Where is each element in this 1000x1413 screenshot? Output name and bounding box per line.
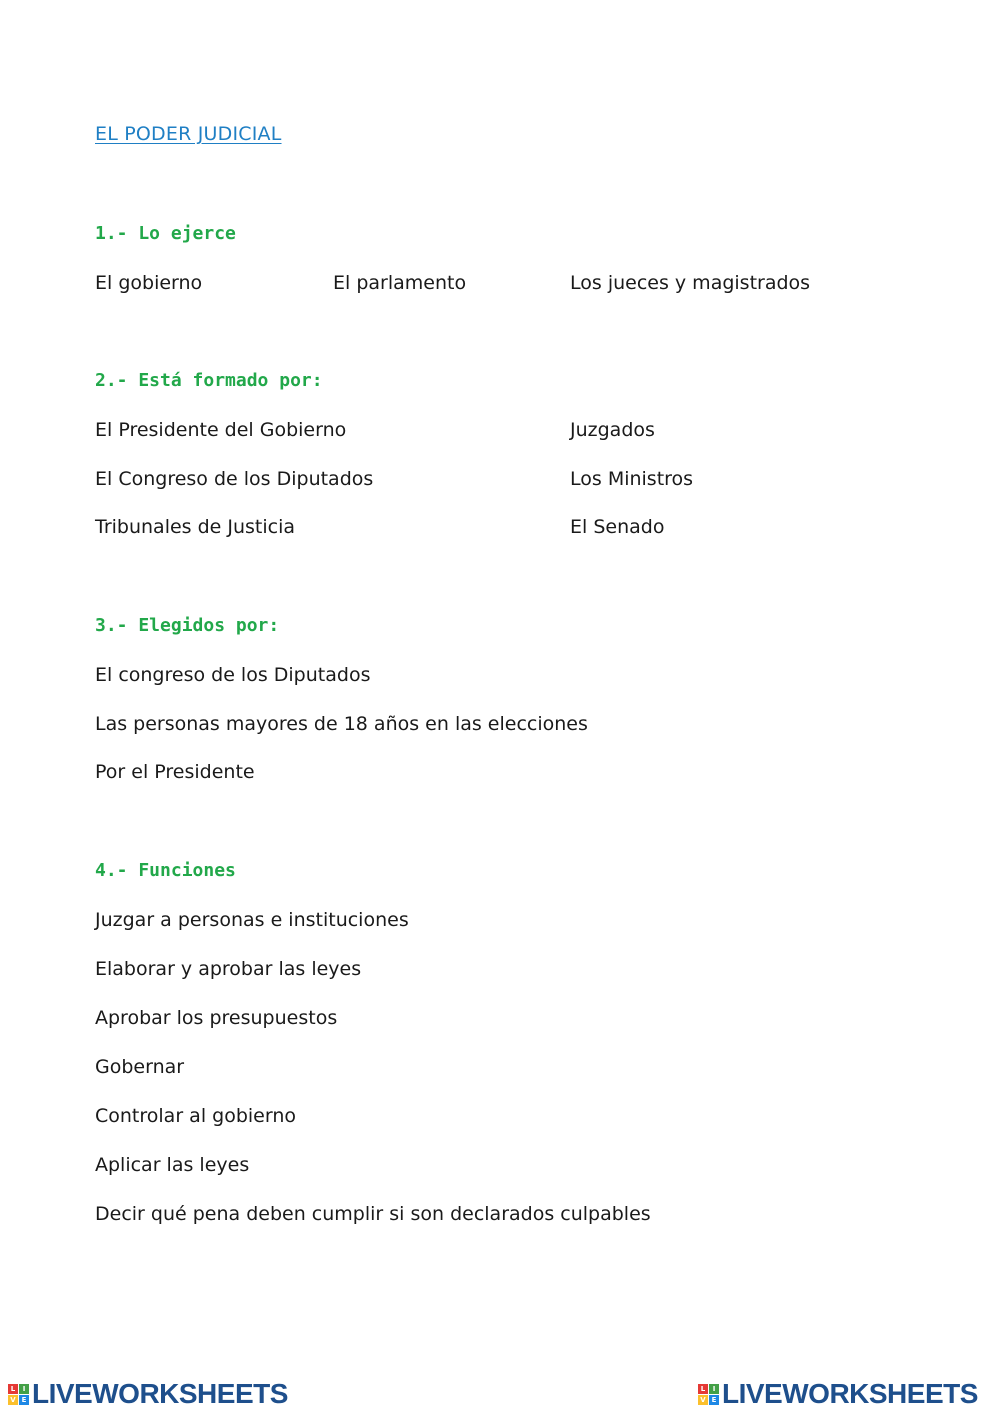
option-tribunales-justicia[interactable]: Tribunales de Justicia	[95, 516, 296, 538]
option-aplicar-leyes[interactable]: Aplicar las leyes	[95, 1154, 250, 1176]
option-juzgar[interactable]: Juzgar a personas e instituciones	[95, 909, 409, 931]
section-1-heading: 1.- Lo ejerce	[95, 223, 236, 244]
logo-letter-i: I	[709, 1384, 719, 1394]
liveworksheets-logo-right	[698, 1380, 978, 1408]
liveworksheets-logo-text: LIVEWORKSHEETS	[722, 1378, 978, 1409]
liveworksheets-logo-text: LIVEWORKSHEETS	[32, 1378, 288, 1409]
option-elegidos-congreso[interactable]: El congreso de los Diputados	[95, 664, 371, 686]
logo-letter-e: E	[709, 1395, 719, 1405]
option-elegidos-presidente[interactable]: Por el Presidente	[95, 761, 255, 783]
section-3-heading: 3.- Elegidos por:	[95, 615, 280, 636]
option-senado[interactable]: El Senado	[570, 516, 665, 538]
logo-letter-l: L	[8, 1384, 18, 1394]
liveworksheets-logo-icon	[698, 1384, 719, 1405]
option-aprobar-presupuestos[interactable]: Aprobar los presupuestos	[95, 1007, 338, 1029]
section-2-heading: 2.- Está formado por:	[95, 370, 323, 391]
option-el-parlamento[interactable]: El parlamento	[333, 272, 467, 294]
logo-letter-l: L	[698, 1384, 708, 1394]
liveworksheets-logo-icon	[8, 1384, 29, 1405]
option-jueces-magistrados[interactable]: Los jueces y magistrados	[570, 272, 811, 294]
logo-letter-e: E	[19, 1395, 29, 1405]
option-decir-pena[interactable]: Decir qué pena deben cumplir si son declarados culpables	[95, 1203, 651, 1225]
logo-letter-v: V	[8, 1395, 18, 1405]
option-ministros[interactable]: Los Ministros	[570, 468, 694, 490]
logo-letter-v: V	[698, 1395, 708, 1405]
worksheet-title: EL PODER JUDICIAL	[95, 123, 282, 145]
option-presidente-gobierno[interactable]: El Presidente del Gobierno	[95, 419, 347, 441]
option-congreso-diputados[interactable]: El Congreso de los Diputados	[95, 468, 374, 490]
option-el-gobierno[interactable]: El gobierno	[95, 272, 203, 294]
logo-letter-i: I	[19, 1384, 29, 1394]
option-gobernar[interactable]: Gobernar	[95, 1056, 185, 1078]
section-4-heading: 4.- Funciones	[95, 860, 236, 881]
option-juzgados[interactable]: Juzgados	[570, 419, 655, 441]
option-controlar-gobierno[interactable]: Controlar al gobierno	[95, 1105, 296, 1127]
liveworksheets-logo-left	[8, 1380, 288, 1408]
option-elaborar-leyes[interactable]: Elaborar y aprobar las leyes	[95, 958, 362, 980]
option-elegidos-elecciones[interactable]: Las personas mayores de 18 años en las elecciones	[95, 713, 588, 735]
